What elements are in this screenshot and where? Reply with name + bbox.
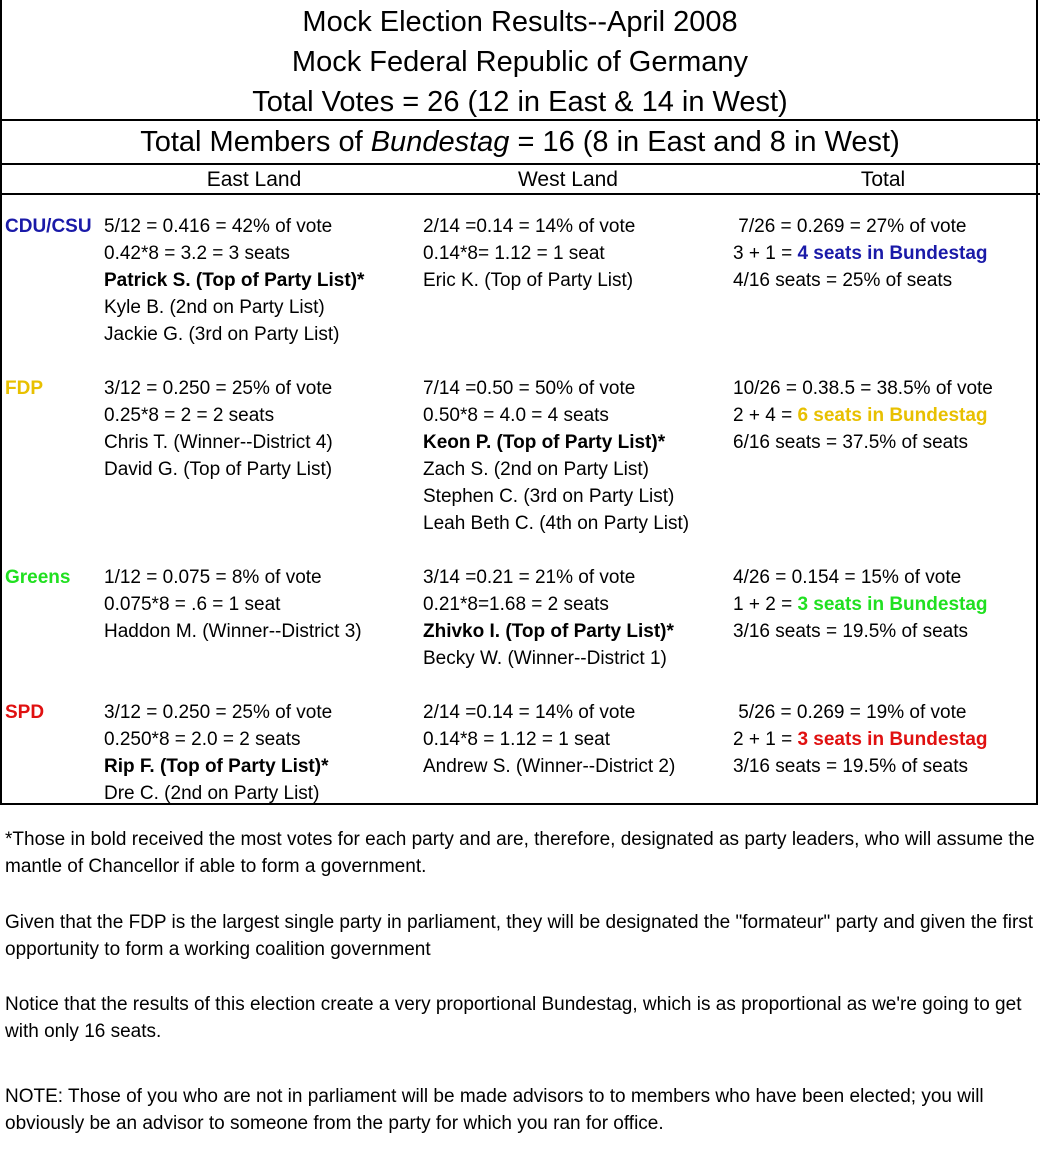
fdp-west-line: 7/14 =0.50 = 50% of vote [423,378,636,399]
greens-west-line: 3/14 =0.21 = 21% of vote [423,567,636,588]
spd-west [423,699,675,780]
party-name-spd: SPD [5,702,45,723]
cdu-east-line: Patrick S. (Top of Party List)* [104,270,365,291]
greens-east-line: 0.075*8 = .6 = 1 seat [104,594,281,615]
column-header-east: East Land [206,168,302,191]
greens-west-line: Becky W. (Winner--District 1) [423,648,667,669]
cdu-east-line: Kyle B. (2nd on Party List) [104,297,325,318]
divider [0,193,1040,195]
fdp-east-line: Chris T. (Winner--District 4) [104,432,333,453]
greens-east-line: 1/12 = 0.075 = 8% of vote [104,567,322,588]
greens-west-line: Zhivko I. (Top of Party List)* [423,621,674,642]
fdp-west-line: Zach S. (2nd on Party List) [423,459,649,480]
cdu-east [104,213,364,348]
fdp-total-vote: 10/26 = 0.38.5 = 38.5% of vote [733,378,993,399]
cdu-total [733,213,988,294]
spd-east-line: Rip F. (Top of Party List)* [104,756,329,777]
cdu-seats-sum: 3 + 1 = [733,243,798,264]
spd-west-line: 0.14*8 = 1.12 = 1 seat [423,729,610,750]
title-line-1: Mock Election Results--April 2008 [302,6,738,38]
spd-total [733,699,988,780]
spd-east-line: 0.250*8 = 2.0 = 2 seats [104,729,301,750]
title-line-2: Mock Federal Republic of Germany [291,46,749,78]
fdp-west [423,375,689,537]
greens-west-line: 0.21*8=1.68 = 2 seats [423,594,609,615]
spd-east-line: Dre C. (2nd on Party List) [104,783,320,804]
title-line-4-post: = 16 (8 in East and 8 in West) [509,126,900,158]
spd-west-line: Andrew S. (Winner--District 2) [423,756,676,777]
title-line-3: Total Votes = 26 (12 in East & 14 in West) [252,86,788,118]
spd-seats-sum: 2 + 1 = [733,729,798,750]
spd-east-line: 3/12 = 0.250 = 25% of vote [104,702,333,723]
note-advisors: NOTE: Those of you who are not in parliament will be made advisors to to members who have been elected; you will obviously be an advisor to someone from the party for which you ran for office. [5,1086,984,1134]
greens-total-seats [733,591,988,618]
column-header-total: Total [860,168,906,191]
cdu-east-line: 5/12 = 0.416 = 42% of vote [104,216,333,237]
fdp-west-line: Keon P. (Top of Party List)* [423,432,666,453]
cdu-west-line: 2/14 =0.14 = 14% of vote [423,216,636,237]
column-header-west: West Land [517,168,618,191]
title-line-4-em: Bundestag [370,126,510,158]
cdu-total-share: 4/16 seats = 25% of seats [733,270,953,291]
party-name-fdp: FDP [5,378,43,399]
cdu-total-seats [733,240,988,267]
greens-seats-highlight: 3 seats in Bundestag [797,594,988,615]
cdu-west [423,213,635,294]
note-proportional: Notice that the results of this election create a very proportional Bundestag, which is as proportional as we're going to get with only 16 seats. [5,994,1022,1042]
greens-seats-sum: 1 + 2 = [733,594,798,615]
cdu-total-vote: 7/26 = 0.269 = 27% of vote [733,216,967,237]
fdp-east-line: 0.25*8 = 2 = 2 seats [104,405,275,426]
greens-east-line: Haddon M. (Winner--District 3) [104,621,362,642]
greens-east [104,564,362,645]
greens-total-vote: 4/26 = 0.154 = 15% of vote [733,567,962,588]
fdp-total-share: 6/16 seats = 37.5% of seats [733,432,969,453]
divider [0,163,1040,165]
greens-west [423,564,674,672]
fdp-seats-highlight: 6 seats in Bundestag [797,405,988,426]
cdu-west-line: 0.14*8= 1.12 = 1 seat [423,243,605,264]
fdp-west-line: 0.50*8 = 4.0 = 4 seats [423,405,609,426]
fdp-west-line: Stephen C. (3rd on Party List) [423,486,675,507]
spd-west-line: 2/14 =0.14 = 14% of vote [423,702,636,723]
party-name-cdu: CDU/CSU [5,216,92,237]
fdp-total [733,375,993,456]
cdu-east-line: Jackie G. (3rd on Party List) [104,324,340,345]
spd-total-seats [733,726,988,753]
cdu-seats-highlight: 4 seats in Bundestag [797,243,988,264]
fdp-east-line: 3/12 = 0.250 = 25% of vote [104,378,333,399]
fdp-east-line: David G. (Top of Party List) [104,459,333,480]
title-line-4-pre: Total Members of [140,126,371,158]
note-bold-leaders: *Those in bold received the most votes for each party and are, therefore, designated as party leaders, who will assume the mantle of Chancellor if able to form a government. [5,829,1035,877]
fdp-total-seats [733,402,993,429]
spd-total-share: 3/16 seats = 19.5% of seats [733,756,969,777]
note-formateur: Given that the FDP is the largest single party in parliament, they will be designated the "formateur" party and given the first opportunity to form a working coalition government [5,912,1034,960]
greens-total [733,564,988,645]
greens-total-share: 3/16 seats = 19.5% of seats [733,621,969,642]
fdp-west-line: Leah Beth C. (4th on Party List) [423,513,690,534]
fdp-east [104,375,333,483]
spd-total-vote: 5/26 = 0.269 = 19% of vote [733,702,967,723]
spd-east [104,699,332,807]
spd-seats-highlight: 3 seats in Bundestag [797,729,988,750]
title-line-4 [0,122,1040,162]
cdu-west-line: Eric K. (Top of Party List) [423,270,634,291]
cdu-east-line: 0.42*8 = 3.2 = 3 seats [104,243,290,264]
party-name-greens: Greens [5,567,71,588]
fdp-seats-sum: 2 + 4 = [733,405,798,426]
